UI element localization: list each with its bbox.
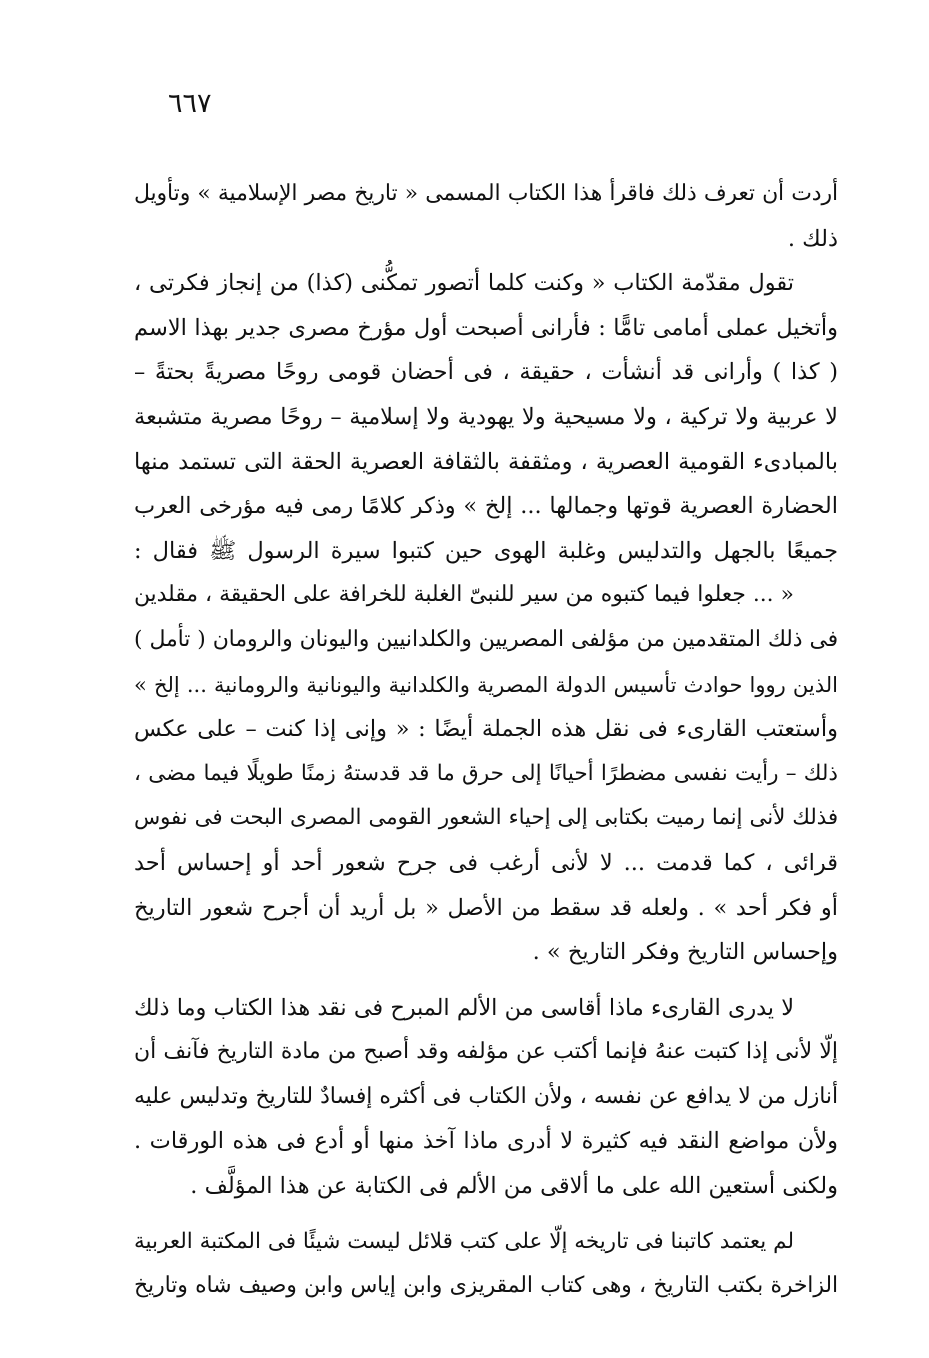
text-line: تقول مقدّمة الكتاب « وكنت كلما أتصور تمكُّنى (كذا) من إنجاز فكرتى ، <box>134 270 794 297</box>
paragraph-1 <box>134 172 838 261</box>
page-number: ٦٦٧ <box>168 88 212 119</box>
text-line: أنازل من لا يدافع عن نفسه ، ولأن الكتاب فى أكثره إفسادٌ للتاريخ وتدليس عليه <box>134 1083 838 1109</box>
text-line: وأتخيل عملى أمامى تامًّا : فأرانى أصبحت أول مؤرخ مصرى جدير بهذا الاسم <box>134 314 838 341</box>
body-text <box>134 172 838 1309</box>
text-line: فى ذلك المتقدمين من مؤلفى المصريين والكلدانيين واليونان والرومان ( تأمل ) <box>134 626 838 652</box>
text-line: ولأن مواضع النقد فيه كثيرة لا أدرى ماذا آخذ منها أو أدع فى هذه الورقات . <box>134 1128 838 1155</box>
text-line: لا عربية ولا تركية ، ولا مسيحية ولا يهودية ولا إسلامية – روحًا مصرية متشبعة <box>134 403 838 430</box>
text-line: لم يعتمد كاتبنا فى تاريخه إلّا على كتب قلائل ليست شيئًا فى المكتبة العربية <box>134 1228 794 1254</box>
text-line: لا يدرى القارىء ماذا أقاسى من الألم المبرح فى نقد هذا الكتاب وما ذلك <box>134 994 794 1021</box>
text-line: وإحساس التاريخ وفكر التاريخ » . <box>532 939 838 966</box>
text-line: ذلك . <box>787 225 838 252</box>
paragraph-2 <box>134 261 838 573</box>
text-line: الزاخرة بكتب التاريخ ، وهى كتاب المقريزى وابن إياس وابن وصيف شاه وتاريخ <box>134 1273 838 1299</box>
text-line: قرائى ، كما قدمت ... لا لأنى أرغب فى جرح شعور أحد أو إحساس أحد <box>134 849 838 876</box>
text-line: ولكنى أستعين الله على ما ألاقى من الألم فى الكتابة عن هذا المؤلَّف . <box>190 1173 838 1200</box>
text-line: جميعًا بالجهل والتدليس وغلبة الهوى حين كتبوا سيرة الرسول ﷺ فقال : <box>134 537 838 564</box>
text-line: فذلك لأنى إنما رميت بكتابى إلى إحياء الشعور القومى المصرى البحت فى نفوس <box>134 805 838 831</box>
text-line: الذين رووا حوادث تأسيس الدولة المصرية والكلدانية واليونانية والرومانية ... إلخ » <box>134 672 838 697</box>
paragraph-5 <box>134 1220 838 1309</box>
text-line: الحضارة العصرية قوتها وجمالها ... إلخ » وذكر كلامًا رمى فيه مؤرخى العرب <box>134 493 838 520</box>
text-line: أردت أن تعرف ذلك فاقرأ هذا الكتاب المسمى « تاريخ مصر الإسلامية » وتأويل <box>134 181 838 206</box>
text-line: ( كذا ) وأرانى قد أنشأت ، حقيقة ، فى أحضان قومى روحًا مصريةً بحتةً – <box>134 359 838 386</box>
text-line: ذلك – رأيت نفسى مضطرًا أحيانًا إلى حرق ما قد قدستهُ زمنًا طويلًا فيما مضى ، <box>134 760 838 786</box>
text-line: إلّا لأنى إذا كتبت عنهُ فإنما أكتب عن مؤلفه وقد أصبح من مادة التاريخ فآنف أن <box>134 1039 838 1065</box>
text-line: وأستعتب القارىء فى نقل هذه الجملة أيضًا : « وإنى إذا كنت – على عكس <box>134 716 838 743</box>
text-line: أو فكر أحد » . ولعله قد سقط من الأصل « بل أريد أن أجرح شعور التاريخ <box>134 894 838 921</box>
paragraph-4 <box>134 986 838 1209</box>
text-line: بالمبادىء القومية العصرية ، ومثقفة بالثقافة العصرية الحقة التى تستمد منها <box>134 448 838 475</box>
text-line: « ... جعلوا فيما كتبوه من سير للنبىّ الغلبة للخرافة على الحقيقة ، مقلدين <box>134 582 794 608</box>
paragraph-3 <box>134 573 838 974</box>
